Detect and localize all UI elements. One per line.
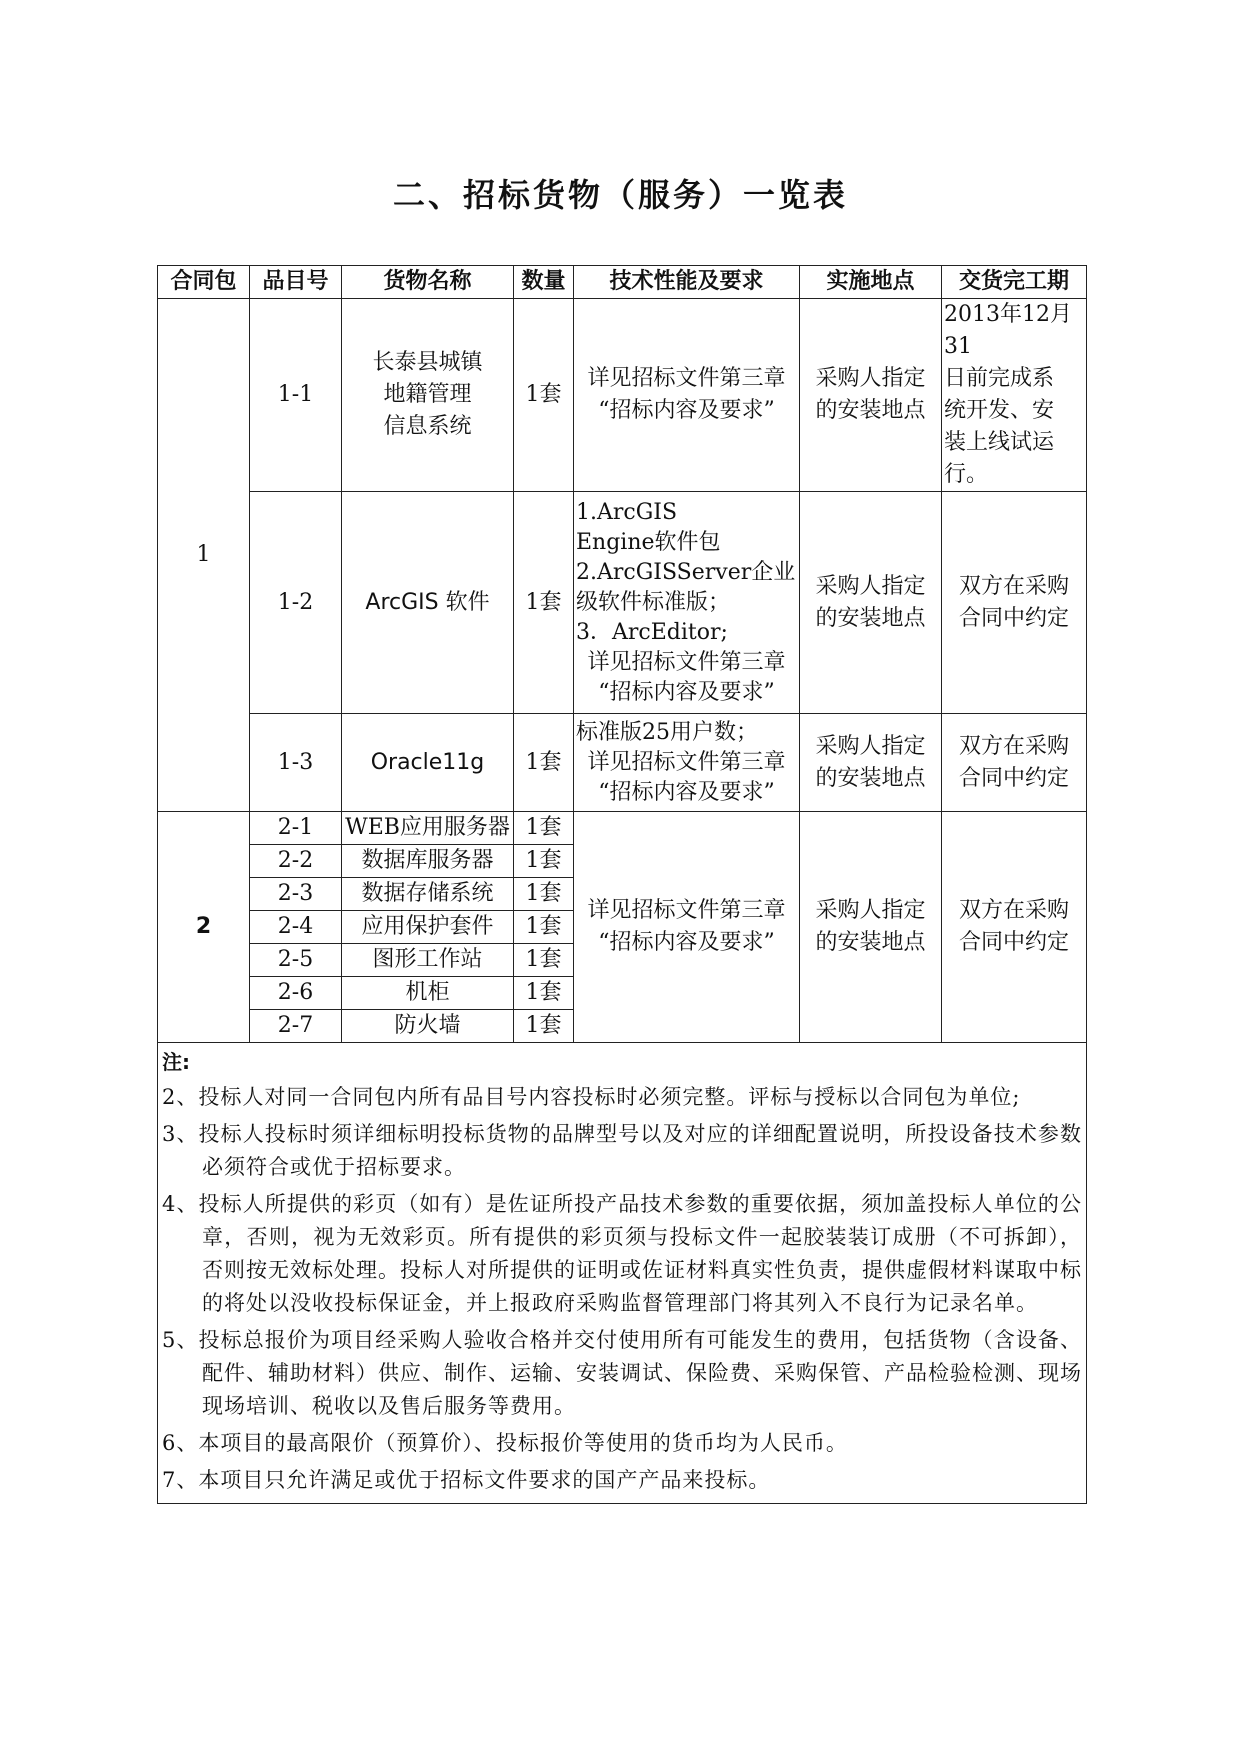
requirements: 详见招标文件第三章 “招标内容及要求” (574, 812, 800, 1043)
site: 采购人指定 的安装地点 (800, 299, 942, 492)
item-no: 2-6 (250, 977, 342, 1010)
quantity: 1套 (514, 714, 574, 812)
note-item: 6、本项目的最高限价（预算价）、投标报价等使用的货币均为人民币。 (162, 1431, 848, 1455)
item-no: 1-2 (250, 492, 342, 714)
quantity: 1套 (514, 812, 574, 845)
goods-name: WEB应用服务器 (342, 812, 514, 845)
goods-name: 数据库服务器 (342, 845, 514, 878)
notes-row (158, 1043, 1087, 1504)
note-item: 7、本项目只允许满足或优于招标文件要求的国产产品来投标。 (162, 1468, 771, 1492)
deadline: 双方在采购 合同中约定 (942, 492, 1087, 714)
goods-name: 应用保护套件 (342, 911, 514, 944)
header-item-no: 品目号 (250, 266, 342, 299)
header-deadline: 交货完工期 (942, 266, 1087, 299)
site: 采购人指定 的安装地点 (800, 812, 942, 1043)
requirements: 1.ArcGIS Engine软件包 2.ArcGISServer企业 级软件标准版； 3．ArcEditor; 详见招标文件第三章 “招标内容及要求” (574, 492, 800, 714)
deadline: 双方在采购 合同中约定 (942, 714, 1087, 812)
requirements: 标准版25用户数； 详见招标文件第三章 “招标内容及要求” (574, 714, 800, 812)
item-no: 2-2 (250, 845, 342, 878)
note-item: 5、投标总报价为项目经采购人验收合格并交付使用所有可能发生的费用，包括货物（含设备、配件、辅助材料）供应、制作、运输、安装调试、保险费、采购保管、产品检验检测、现场 现场培训、税收以及售后服务等费用。 (162, 1328, 1126, 1418)
package-1-cell: 1 (158, 299, 250, 812)
quantity: 1套 (514, 299, 574, 492)
item-no: 2-5 (250, 944, 342, 977)
procurement-table (157, 265, 1126, 1504)
site: 采购人指定 的安装地点 (800, 492, 942, 714)
quantity: 1套 (514, 492, 574, 714)
item-no: 2-1 (250, 812, 342, 845)
goods-name: 机柜 (342, 977, 514, 1010)
quantity: 1套 (514, 911, 574, 944)
goods-name: ArcGIS 软件 (342, 492, 514, 714)
note-item: 4、投标人所提供的彩页（如有）是佐证所投产品技术参数的重要依据，须加盖投标人单位的公章，否则，视为无效彩页。所有提供的彩页须与投标文件一起胶装装订成册（不可拆卸），否则按无效标处理。投标人对所提供的证明或佐证材料真实性负责，提供虚假材料谋取中标的将处以没收投标保证金，并上报政府采购监督管理部门将其列入不良行为记录名单。 (162, 1192, 1082, 1315)
quantity: 1套 (514, 1010, 574, 1043)
table-row (158, 299, 1087, 492)
page-title: 二、招标货物（服务）一览表 (392, 176, 848, 214)
item-no: 2-4 (250, 911, 342, 944)
item-no: 2-7 (250, 1010, 342, 1043)
quantity: 1套 (514, 977, 574, 1010)
site: 采购人指定 的安装地点 (800, 714, 942, 812)
goods-name: Oracle11g (342, 714, 514, 812)
header-requirements: 技术性能及要求 (574, 266, 800, 299)
notes-section (158, 1043, 1126, 1504)
quantity: 1套 (514, 845, 574, 878)
quantity: 1套 (514, 944, 574, 977)
table-row (158, 492, 1087, 714)
item-no: 1-1 (250, 299, 342, 492)
header-package: 合同包 (158, 266, 250, 299)
header-quantity: 数量 (514, 266, 574, 299)
goods-name: 长泰县城镇 地籍管理 信息系统 (342, 299, 514, 492)
deadline: 2013年12月31 日前完成系 统开发、安 装上线试运 行。 (942, 299, 1087, 492)
quantity: 1套 (514, 878, 574, 911)
note-item: 3、投标人投标时须详细标明投标货物的品牌型号以及对应的详细配置说明，所投设备技术参数必须符合或优于招标要求。 (162, 1122, 1082, 1179)
item-no: 2-3 (250, 878, 342, 911)
notes-label: 注: (162, 1050, 190, 1074)
header-goods-name: 货物名称 (342, 266, 514, 299)
deadline: 双方在采购 合同中约定 (942, 812, 1087, 1043)
goods-name: 数据存储系统 (342, 878, 514, 911)
header-site: 实施地点 (800, 266, 942, 299)
goods-name: 图形工作站 (342, 944, 514, 977)
item-no: 1-3 (250, 714, 342, 812)
note-item: 2、投标人对同一合同包内所有品目号内容投标时必须完整。评标与授标以合同包为单位; (162, 1085, 1021, 1109)
package-2-cell: 2 (158, 812, 250, 1043)
requirements: 详见招标文件第三章 “招标内容及要求” (574, 299, 800, 492)
table-row (158, 812, 1087, 845)
table-row (158, 714, 1087, 812)
table-header-row (158, 266, 1087, 299)
goods-name: 防火墙 (342, 1010, 514, 1043)
